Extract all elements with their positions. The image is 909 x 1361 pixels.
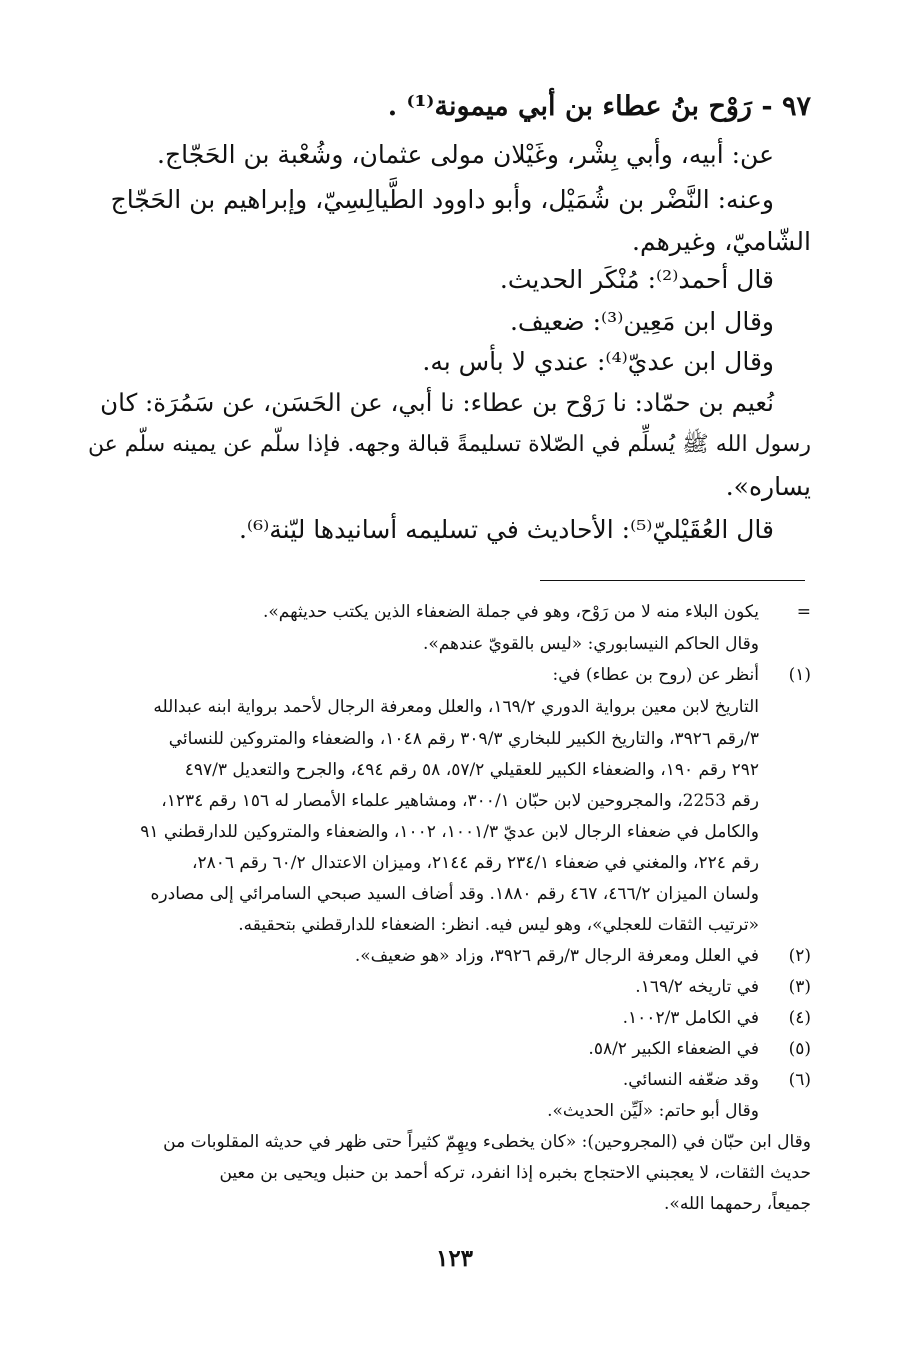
footnote-line: وقد ضعّفه النسائي. — [622, 1070, 759, 1090]
footnote-line: التاريخ لابن معين برواية الدوري ١٦٩/٢، والعلل ومعرفة الرجال لأحمد برواية ابنه عبدالله — [153, 697, 759, 717]
footnote-number: (٥) — [788, 1039, 811, 1059]
entry-line: نُعيم بن حمّاد: نا رَوْح بن عطاء: نا أبي، عن الحَسَن، عن سَمُرَة: كان — [100, 388, 774, 417]
footnote-line: وقال الحاكم النيسابوري: «ليس بالقويّ عندهم». — [422, 634, 759, 654]
footnote-number: (٣) — [788, 977, 811, 997]
entry-heading: ٩٧ - رَوْح بنُ عطاء بن أبي ميمونة⁽¹⁾ . — [387, 91, 811, 122]
footnote-line: ولسان الميزان ٤٦٦/٢، ٤٦٧ رقم ١٨٨٠. وقد أضاف السيد صبحي السامرائي إلى مصادره — [150, 884, 759, 904]
footnote-number: (١) — [788, 665, 811, 685]
footnote-line: ٢٩٢ رقم ١٩٠، والضعفاء الكبير للعقيلي ٥٧/٢، ٥٨ رقم ٤٩٤، والجرح والتعديل ٤٩٧/٣ — [184, 760, 759, 780]
entry-line: قال العُقَيْليّ⁽⁵⁾: الأحاديث في تسليمه أسانيدها ليّنة⁽⁶⁾. — [238, 515, 774, 544]
footnote-line: ٣/رقم ٣٩٢٦، والتاريخ الكبير للبخاري ٣٠٩/٣ رقم ١٠٤٨، والضعفاء والمتروكين للنسائي — [168, 729, 759, 749]
entry-line: عن: أبيه، وأبي بِشْر، وغَيْلان مولى عثمان، وشُعْبة بن الحَجّاج. — [157, 140, 774, 169]
footnote-separator — [540, 580, 805, 581]
footnote-line: والكامل في ضعفاء الرجال لابن عديّ ١٠٠١/٣، ١٠٠٢، والضعفاء والمتروكين للدارقطني ٩١ — [140, 822, 759, 842]
entry-line: يساره». — [725, 472, 811, 501]
footnote-line: جميعاً، رحمهما الله». — [664, 1194, 811, 1214]
footnote-continuation-marker: = — [796, 602, 811, 622]
entry-line: رسول الله ﷺ يُسلِّم في الصّلاة تسليمةً قبالة وجهه. فإذا سلّم عن يمينه سلّم عن — [87, 432, 811, 457]
footnote-line: حديث الثقات، لا يعجبني الاحتجاج بخبره إذا انفرد، تركه أحمد بن حنبل ويحيى بن معين — [219, 1163, 811, 1183]
footnote-line: رقم 2253، والمجروحين لابن حبّان ٣٠٠/١، ومشاهير علماء الأمصار له ١٥٦ رقم ١٢٣٤، — [161, 791, 759, 811]
footnote-line: رقم ٢٢٤، والمغني في ضعفاء ٢٣٤/١ رقم ٢١٤٤، وميزان الاعتدال ٦٠/٢ رقم ٢٨٠٦، — [191, 853, 759, 873]
footnote-number: (٤) — [788, 1008, 811, 1028]
page-number: ١٢٣ — [435, 1245, 474, 1272]
footnote-line: يكون البلاء منه لا من رَوْح، وهو في جملة الضعفاء الذين يكتب حديثهم». — [262, 602, 759, 622]
footnote-number: (٢) — [788, 946, 811, 966]
entry-line: الشّاميّ، وغيرهم. — [632, 227, 811, 256]
entry-line: قال أحمد⁽²⁾: مُنْكَر الحديث. — [499, 265, 774, 294]
footnote-line: في الكامل ١٠٠٢/٣. — [622, 1008, 759, 1028]
footnote-line: أنظر عن (روح بن عطاء) في: — [552, 665, 759, 685]
footnote-line: وقال أبو حاتم: «لَيِّن الحديث». — [547, 1101, 759, 1121]
entry-line: وقال ابن عديّ⁽⁴⁾: عندي لا بأس به. — [422, 347, 774, 376]
footnote-line: في الضعفاء الكبير ٥٨/٢. — [588, 1039, 759, 1059]
entry-line: وقال ابن مَعِين⁽³⁾: ضعيف. — [509, 307, 774, 336]
footnote-line: في العلل ومعرفة الرجال ٣/رقم ٣٩٢٦، وزاد «هو ضعيف». — [354, 946, 759, 966]
footnote-line: «ترتيب الثقات للعجلي»، وهو ليس فيه. انظر: الضعفاء للدارقطني بتحقيقه. — [238, 915, 759, 935]
footnote-number: (٦) — [788, 1070, 811, 1090]
footnote-line: في تاريخه ١٦٩/٢. — [635, 977, 759, 997]
entry-line: وعنه: النَّضْر بن شُمَيْل، وأبو داوود الطَّيالِسِيّ، وإبراهيم بن الحَجّاج — [110, 185, 774, 214]
footnote-line: وقال ابن حبّان في (المجروحين): «كان يخطىء ويهِمّ كثيراً حتى ظهر في حديثه المقلوبات من — [163, 1132, 811, 1152]
